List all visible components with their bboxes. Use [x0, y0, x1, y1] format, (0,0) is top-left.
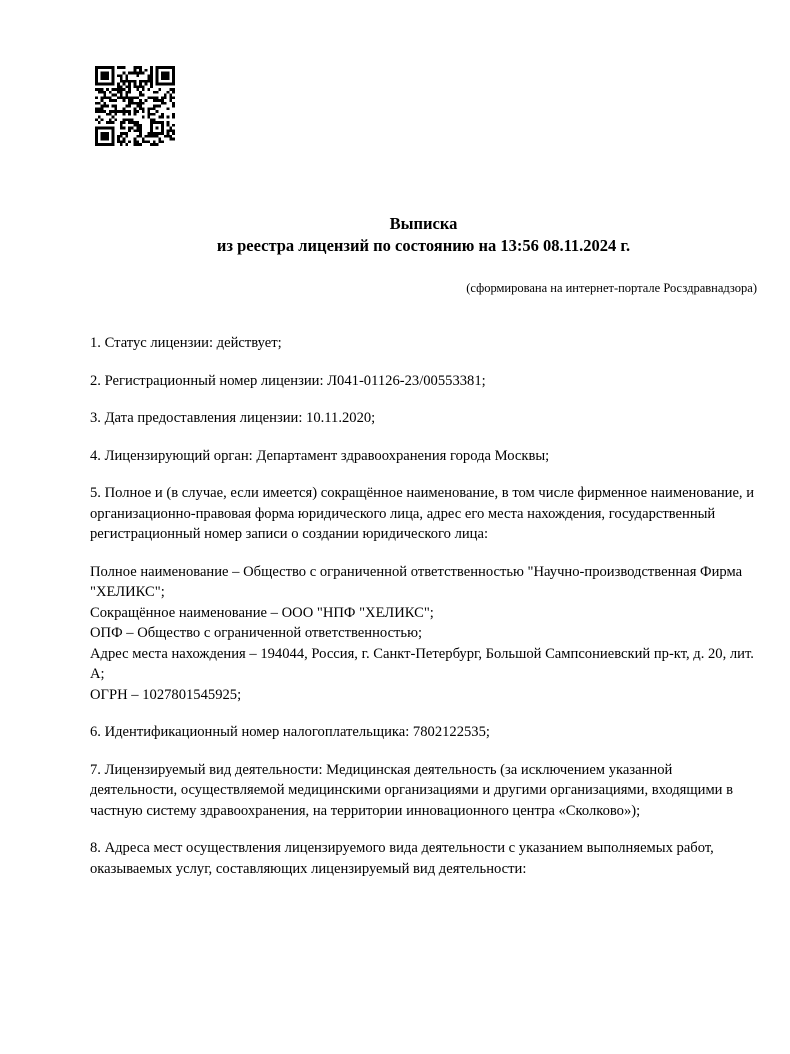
title-line-1: Выписка [389, 214, 458, 233]
document-title [90, 213, 757, 257]
document-subtitle: (сформирована на интернет-портале Росздравнадзора) [466, 281, 757, 295]
item-8-addresses-intro: 8. Адреса мест осуществления лицензируемого вида деятельности с указанием выполняемых работ, оказываемых услуг, составляющих лицензируемый вид деятельности: [90, 840, 714, 877]
org-address: Адрес места нахождения – 194044, Россия, г. Санкт-Петербург, Большой Сампсониевский пр-кт, д. 20, лит. А; [90, 645, 754, 682]
org-short-name: Сокращённое наименование – ООО "НПФ "ХЕЛИКС"; [90, 604, 434, 621]
org-legal-form: ОПФ – Общество с ограниченной ответственностью; [90, 625, 423, 641]
item-3-grant-date: 3. Дата предоставления лицензии: 10.11.2020; [90, 410, 376, 426]
item-7-licensed-activity: 7. Лицензируемый вид деятельности: Медицинская деятельность (за исключением указанной деятельности, осуществляемой медицинскими организациями и другими организациями, входящими в частную систему здравоохранения, на территории инновационного центра «Сколково»); [90, 761, 734, 819]
title-line-2: из реестра лицензий по состоянию на 13:56 08.11.2024 г. [216, 236, 631, 255]
item-2-registration-number: 2. Регистрационный номер лицензии: Л041-01126-23/00553381; [90, 372, 486, 389]
item-1-license-status: 1. Статус лицензии: действует; [90, 335, 282, 351]
org-ogrn: ОГРН – 1027801545925; [90, 686, 242, 703]
document-body [90, 333, 757, 879]
item-6-inn: 6. Идентификационный номер налогоплательщика: 7802122535; [90, 724, 490, 740]
qr-code-image [95, 66, 175, 146]
organization-details [90, 562, 757, 706]
item-4-licensing-authority: 4. Лицензирующий орган: Департамент здравоохранения города Москвы; [90, 447, 550, 464]
org-full-name: Полное наименование – Общество с ограниченной ответственностью "Научно-производственная Фирма "ХЕЛИКС"; [90, 563, 743, 600]
qr-code-icon [95, 66, 175, 146]
item-5-organization-intro: 5. Полное и (в случае, если имеется) сокращённое наименование, в том числе фирменное наименование, и организационно-правовая форма юридического лица, адрес его места нахождения, государственный регистрационный номер записи о создании юридического лица: [90, 485, 755, 542]
